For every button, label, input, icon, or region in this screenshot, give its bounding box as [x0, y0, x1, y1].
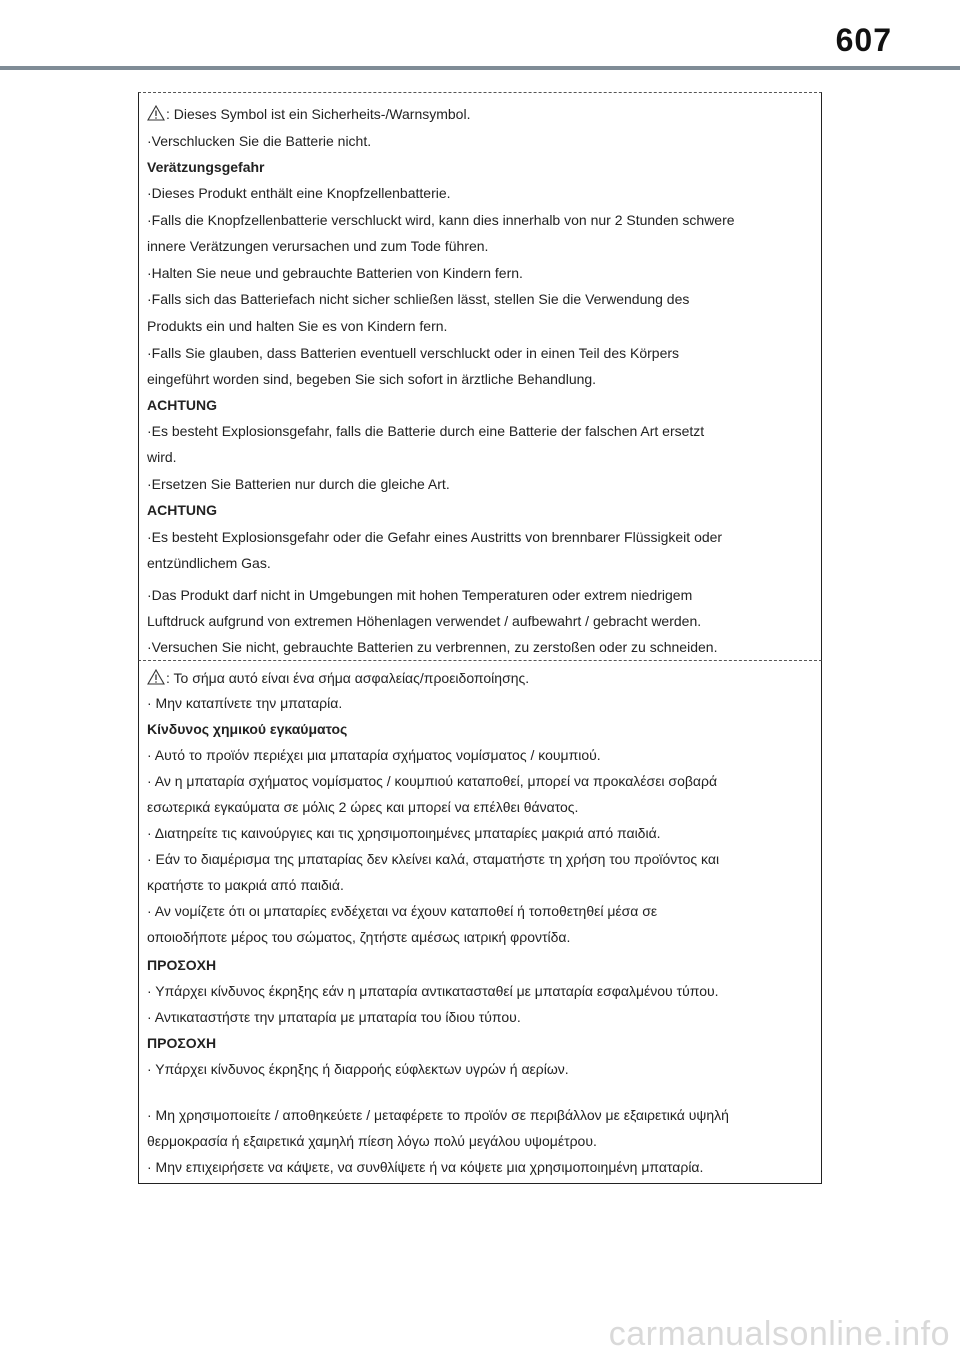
line-text: οποιοδήποτε μέρος του σώματος, ζητήστε αμέσως ιατρική φροντίδα.: [147, 929, 571, 945]
text-line: [147, 265, 523, 281]
text-line: [147, 1133, 597, 1149]
text-line: [147, 851, 719, 867]
text-line: [147, 529, 722, 545]
header-rule: [0, 66, 960, 70]
text-line: [147, 318, 447, 334]
text-line: [147, 695, 342, 711]
line-text: · Εάν το διαμέρισμα της μπαταρίας δεν κλείνει καλά, σταματήστε τη χρήση του προϊόντος και: [147, 851, 720, 867]
line-text: · Μη χρησιμοποιείτε / αποθηκεύετε / μεταφέρετε το προϊόν σε περιβάλλον με εξαιρετικά υψηλή: [147, 1107, 729, 1123]
text-line: [147, 555, 271, 571]
watermark: carmanualsonline.info: [608, 1315, 950, 1353]
line-text: εσωτερικά εγκαύματα σε μόλις 2 ώρες και μπορεί να επέλθει θάνατος.: [147, 799, 579, 815]
line-text: κρατήστε το μακριά από παιδιά.: [147, 877, 344, 893]
line-text: θερμοκρασία ή εξαιρετικά χαμηλή πίεση λόγω πολύ μεγάλου υψομέτρου.: [147, 1133, 597, 1149]
line-text: ·Ersetzen Sie Batterien nur durch die gleiche Art.: [147, 476, 450, 492]
text-line: [147, 983, 719, 999]
text-line: [147, 212, 735, 228]
text-line: [147, 476, 450, 492]
text-line: [147, 345, 679, 361]
text-line: [147, 669, 529, 686]
text-line: [147, 587, 692, 603]
warning-triangle-icon: [147, 669, 165, 685]
line-text: ·Versuchen Sie nicht, gebrauchte Batterien zu verbrennen, zu zerstoßen oder zu schneiden.: [147, 639, 718, 655]
line-text: Produkts ein und halten Sie es von Kindern fern.: [147, 318, 448, 334]
text-line: [147, 449, 177, 465]
line-text: ΠΡΟΣΟΧΗ: [147, 1035, 217, 1051]
line-text: ·Halten Sie neue und gebrauchte Batterien von Kindern fern.: [147, 265, 523, 281]
line-text: · Μην καταπίνετε την μπαταρία.: [147, 695, 343, 711]
line-text: · Αυτό το προϊόν περιέχει μια μπαταρία σχήματος νομίσματος / κουμπιού.: [147, 747, 601, 763]
text-line: [147, 423, 704, 439]
section-heading: [147, 397, 217, 413]
line-text: innere Verätzungen verursachen und zum Tode führen.: [147, 238, 489, 254]
line-text: ACHTUNG: [147, 397, 217, 413]
text-line: [147, 1009, 521, 1025]
line-text: ACHTUNG: [147, 502, 217, 518]
text-line: [147, 773, 717, 789]
warning-triangle-icon: [147, 105, 165, 121]
line-text: : Το σήμα αυτό είναι ένα σήμα ασφαλείας/προειδοποίησης.: [166, 670, 530, 686]
text-line: [147, 133, 371, 149]
page-number: 607: [835, 22, 892, 58]
line-text: Luftdruck aufgrund von extremen Höhenlagen verwendet / aufbewahrt / gebracht werden.: [147, 613, 702, 629]
line-text: : Dieses Symbol ist ein Sicherheits-/Warnsymbol.: [166, 106, 471, 122]
line-text: wird.: [147, 449, 177, 465]
line-text: ΠΡΟΣΟΧΗ: [147, 957, 217, 973]
line-text: ·Das Produkt darf nicht in Umgebungen mit hohen Temperaturen oder extrem niedrigem: [147, 587, 693, 603]
section-heading: [147, 721, 347, 737]
line-text: ·Falls Sie glauben, dass Batterien eventuell verschluckt oder in einen Teil des Körpers: [147, 345, 680, 361]
line-text: Verätzungsgefahr: [147, 159, 265, 175]
section-heading: [147, 159, 264, 175]
text-line: [147, 799, 578, 815]
line-text: · Υπάρχει κίνδυνος έκρηξης ή διαρροής εύφλεκτων υγρών ή αερίων.: [147, 1061, 569, 1077]
text-line: [147, 903, 657, 919]
text-line: [147, 291, 689, 307]
greek-warning-box: [138, 660, 822, 1184]
line-text: ·Es besteht Explosionsgefahr, falls die Batterie durch eine Batterie der falschen Art ersetzt: [147, 423, 705, 439]
line-text: ·Dieses Produkt enthält eine Knopfzellenbatterie.: [147, 185, 451, 201]
line-text: · Υπάρχει κίνδυνος έκρηξης εάν η μπαταρία αντικατασταθεί με μπαταρία εσφαλμένου τύπου.: [147, 983, 719, 999]
line-text: ·Es besteht Explosionsgefahr oder die Gefahr eines Austritts von brennbarer Flüssigkeit oder: [147, 529, 723, 545]
text-line: [147, 613, 701, 629]
line-text: eingeführt worden sind, begeben Sie sich sofort in ärztliche Behandlung.: [147, 371, 597, 387]
line-text: · Αντικαταστήστε την μπαταρία με μπαταρία του ίδιου τύπου.: [147, 1009, 521, 1025]
text-line: [147, 185, 451, 201]
german-warning-box: [138, 92, 822, 661]
line-text: Κίνδυνος χημικού εγκαύματος: [147, 721, 348, 737]
line-text: ·Falls die Knopfzellenbatterie verschluckt wird, kann dies innerhalb von nur 2 Stunden schwere: [147, 212, 735, 228]
text-line: [147, 1159, 703, 1175]
line-text: · Διατηρείτε τις καινούργιες και τις χρησιμοποιημένες μπαταρίες μακριά από παιδιά.: [147, 825, 661, 841]
text-line: [147, 238, 488, 254]
line-text: ·Falls sich das Batteriefach nicht sicher schließen lässt, stellen Sie die Verwendung des: [147, 291, 690, 307]
text-line: [147, 1107, 729, 1123]
text-line: [147, 747, 601, 763]
line-text: · Αν η μπαταρία σχήματος νομίσματος / κουμπιού καταποθεί, μπορεί να προκαλέσει σοβαρά: [147, 773, 718, 789]
text-line: [147, 639, 717, 655]
text-line: [147, 929, 570, 945]
line-text: ·Verschlucken Sie die Batterie nicht.: [147, 133, 372, 149]
section-heading: [147, 957, 216, 973]
text-line: [147, 877, 344, 893]
section-heading: [147, 1035, 216, 1051]
text-line: [147, 1061, 569, 1077]
text-line: [147, 371, 596, 387]
line-text: · Μην επιχειρήσετε να κάψετε, να συνθλίψετε ή να κόψετε μια χρησιμοποιημένη μπαταρία.: [147, 1159, 704, 1175]
line-text: · Αν νομίζετε ότι οι μπαταρίες ενδέχεται να έχουν καταποθεί ή τοποθετηθεί μέσα σε: [147, 903, 658, 919]
section-heading: [147, 502, 217, 518]
text-line: [147, 105, 470, 122]
line-text: entzündlichem Gas.: [147, 555, 271, 571]
text-line: [147, 825, 661, 841]
